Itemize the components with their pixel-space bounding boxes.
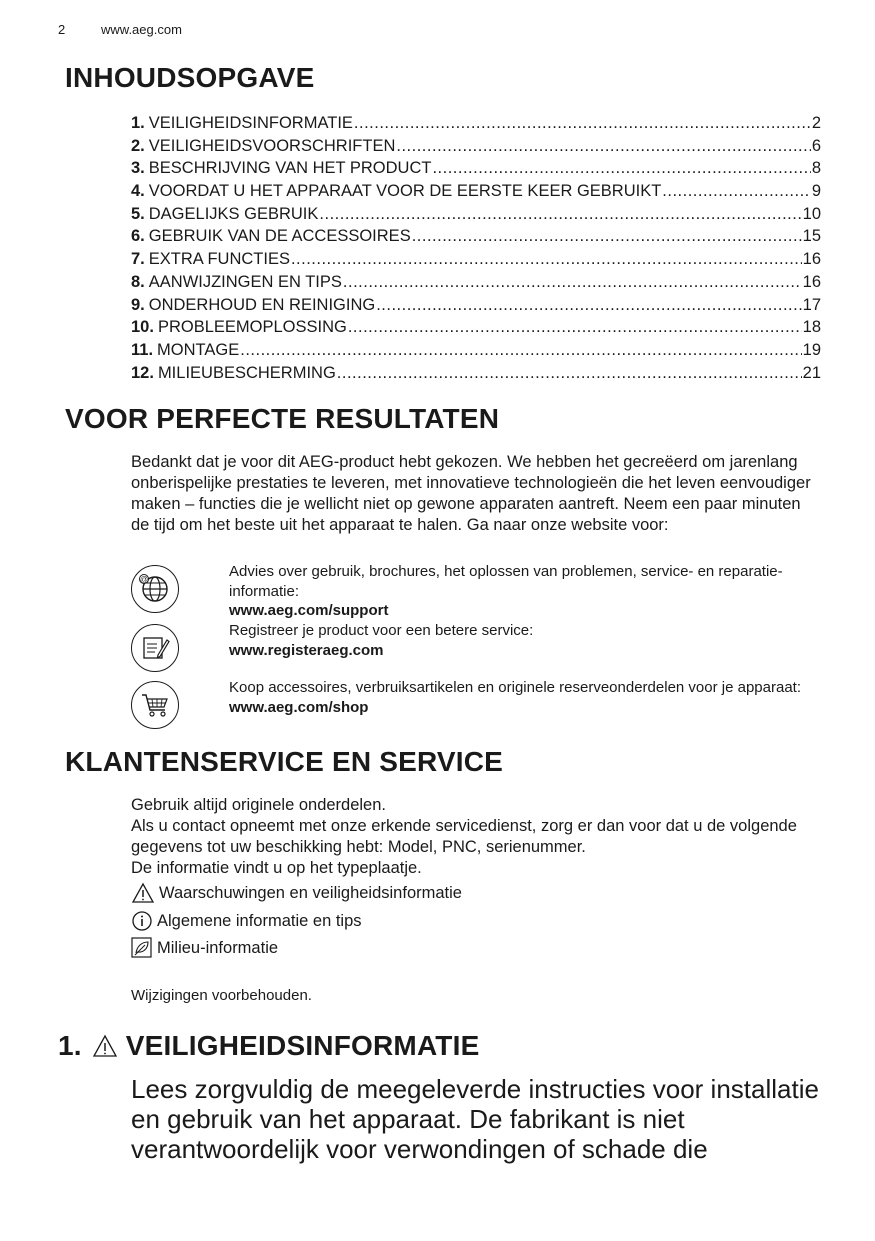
leaf-icon [131, 937, 153, 959]
section-title-safety [58, 1030, 479, 1062]
toc-entry-label: PROBLEEMOPLOSSING [157, 318, 347, 337]
toc-entry-number: 1. [131, 114, 145, 132]
service-line-3: De informatie vindt u op het typeplaatje. [131, 859, 422, 877]
section-title-service: KLANTENSERVICE EN SERVICE [65, 746, 504, 777]
register-icon [131, 624, 179, 672]
toc-entry[interactable] [131, 225, 821, 248]
toc-leader [240, 339, 801, 362]
toc-leader [354, 112, 811, 135]
toc-entry-label: ONDERHOUD EN REINIGING [148, 295, 376, 314]
toc-leader [291, 248, 802, 271]
toc-entry-number: 7. [131, 250, 145, 269]
legend-warning-label: Waarschuwingen en veiligheidsinformatie [159, 883, 462, 902]
table-of-contents [131, 112, 821, 384]
toc-entry[interactable] [131, 157, 821, 180]
shop-text: Koop accessoires, verbruiksartikelen en originele reserveonderdelen voor je apparaat: [229, 679, 801, 696]
toc-entry-number: 9. [131, 295, 145, 314]
toc-entry[interactable] [131, 248, 821, 271]
warning-icon [92, 1034, 118, 1058]
service-line-1: Gebruik altijd originele onderdelen. [131, 796, 386, 814]
toc-entry[interactable] [131, 362, 821, 385]
toc-entry-number: 4. [131, 182, 145, 201]
toc-entry-number: 6. [131, 227, 145, 246]
toc-title: INHOUDSOPGAVE [65, 62, 315, 93]
intro-paragraph: Bedankt dat je voor dit AEG-product hebt gekozen. We hebben het gecreëerd om jarenlang onberispelijke prestaties te leveren, met innovatieve technologieën die het leven eenvoudiger maken – functies die je wellicht niet op gewone apparaten aantreft. Neem een paar minuten de tijd om het beste uit het apparaat te halen. Ga naar onze website voor: [131, 453, 811, 534]
register-text: Registreer je product voor een betere service: [229, 622, 534, 639]
toc-entry-page: 10 [802, 204, 821, 223]
toc-entry-page: 16 [802, 272, 821, 291]
toc-entry-label: EXTRA FUNCTIES [148, 250, 290, 269]
legend-info [131, 910, 362, 932]
toc-leader [343, 271, 802, 294]
toc-entry-page: 16 [802, 250, 821, 269]
legend-info-label: Algemene informatie en tips [157, 911, 362, 930]
toc-entry[interactable] [131, 339, 821, 362]
register-link[interactable]: www.registeraeg.com [229, 641, 384, 659]
toc-entry-page: 9 [811, 182, 821, 201]
toc-entry-number: 3. [131, 159, 145, 178]
safety-intro-text: Lees zorgvuldig de meegeleverde instructies voor installatie en gebruik van het apparaat. De fabrikant is niet verantwoordelijk voor verwondingen of schade die [131, 1074, 819, 1164]
toc-entry[interactable] [131, 271, 821, 294]
toc-entry[interactable] [131, 135, 821, 158]
toc-entry-label: VEILIGHEIDSINFORMATIE [148, 114, 353, 132]
toc-leader [319, 203, 801, 226]
legend-warning [131, 882, 462, 904]
toc-entry-number: 8. [131, 272, 145, 291]
toc-entry-label: VEILIGHEIDSVOORSCHRIFTEN [148, 136, 396, 155]
service-line-2: Als u contact opneemt met onze erkende servicedienst, zorg er dan voor dat u de volgende gegevens tot uw beschikking hebt: Model, PNC, serienummer. [131, 817, 797, 856]
toc-entry-label: AANWIJZINGEN EN TIPS [148, 272, 342, 291]
safety-section-title: VEILIGHEIDSINFORMATIE [125, 1030, 480, 1061]
legend-environment [131, 937, 278, 959]
toc-entry-page: 15 [802, 227, 821, 246]
toc-leader [376, 294, 801, 317]
toc-leader [662, 180, 811, 203]
toc-entry[interactable] [131, 316, 821, 339]
toc-entry-label: VOORDAT U HET APPARAAT VOOR DE EERSTE KEER GEBRUIKT [148, 182, 662, 201]
toc-entry[interactable] [131, 112, 821, 135]
toc-entry-number: 5. [131, 204, 145, 223]
toc-entry-page: 19 [802, 340, 821, 359]
toc-entry-page: 6 [811, 136, 821, 155]
service-paragraph [131, 795, 821, 879]
toc-entry-label: GEBRUIK VAN DE ACCESSOIRES [148, 227, 411, 246]
svg-text:@: @ [139, 575, 149, 584]
toc-entry-page: 18 [802, 318, 821, 337]
toc-leader [432, 157, 810, 180]
toc-leader [348, 316, 802, 339]
page-number: 2 [58, 22, 66, 37]
toc-entry-number: 11. [131, 340, 154, 359]
safety-section-number: 1. [58, 1030, 82, 1061]
toc-entry[interactable] [131, 203, 821, 226]
cart-icon [131, 681, 179, 729]
support-text: Advies over gebruik, brochures, het oplossen van problemen, service- en reparatie-informatie: [229, 563, 783, 600]
toc-entry-number: 10. [131, 318, 154, 337]
toc-leader [337, 362, 802, 385]
toc-entry[interactable] [131, 180, 821, 203]
toc-entry-page: 21 [802, 363, 821, 382]
toc-leader [396, 135, 810, 158]
toc-entry[interactable] [131, 294, 821, 317]
toc-entry-page: 8 [811, 159, 821, 178]
toc-entry-label: BESCHRIJVING VAN HET PRODUCT [148, 159, 432, 178]
shop-link[interactable]: www.aeg.com/shop [229, 698, 369, 716]
section-title-perfect-results: VOOR PERFECTE RESULTATEN [65, 403, 500, 434]
toc-entry-label: MONTAGE [157, 340, 240, 359]
legend-environment-label: Milieu-informatie [157, 938, 279, 957]
changes-note: Wijzigingen voorbehouden. [131, 987, 312, 1004]
toc-entry-label: DAGELIJKS GEBRUIK [148, 204, 319, 223]
toc-entry-number: 12. [131, 363, 154, 382]
toc-entry-number: 2. [131, 136, 145, 155]
toc-leader [412, 225, 802, 248]
toc-entry-page: 17 [802, 295, 821, 314]
header-url[interactable]: www.aeg.com [101, 22, 182, 37]
globe-icon [131, 565, 179, 613]
info-icon [131, 910, 153, 932]
support-link[interactable]: www.aeg.com/support [229, 602, 389, 619]
warning-icon [131, 882, 155, 904]
toc-entry-label: MILIEUBESCHERMING [157, 363, 336, 382]
toc-entry-page: 2 [811, 114, 821, 132]
